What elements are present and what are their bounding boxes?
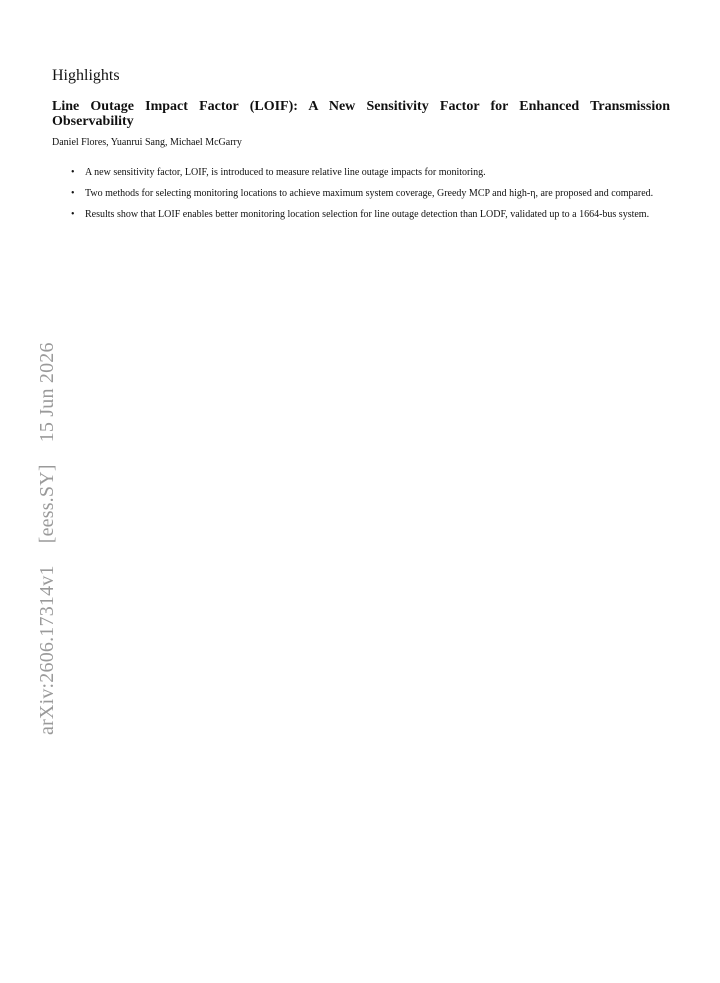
bullet-icon: • [71,209,75,220]
arxiv-id: arXiv:2606.17314v1 [36,565,58,735]
arxiv-identifier-stamp [36,342,59,735]
bullet-icon: • [71,167,75,178]
highlight-item [52,209,670,221]
bullet-icon: • [71,188,75,199]
highlight-text: Results show that LOIF enables better monitoring location selection for line outage detection than LODF, validated up to a 1664-bus system. [85,209,650,220]
highlight-text: Two methods for selecting monitoring locations to achieve maximum system coverage, Greedy MCP and high-η, are proposed and compared. [85,188,654,199]
arxiv-date: 15 Jun 2026 [36,342,58,443]
highlights-list [52,167,670,221]
highlight-item [52,167,670,179]
highlight-item [52,188,670,200]
author-list: Daniel Flores, Yuanrui Sang, Michael McGarry [52,137,242,148]
paper-title: Line Outage Impact Factor (LOIF): A New Sensitivity Factor for Enhanced Transmission Observability [52,99,670,129]
highlights-section [52,66,670,230]
section-heading: Highlights [52,67,120,84]
arxiv-category: [eess.SY] [36,464,58,544]
highlight-text: A new sensitivity factor, LOIF, is introduced to measure relative line outage impacts for monitoring. [85,167,486,178]
